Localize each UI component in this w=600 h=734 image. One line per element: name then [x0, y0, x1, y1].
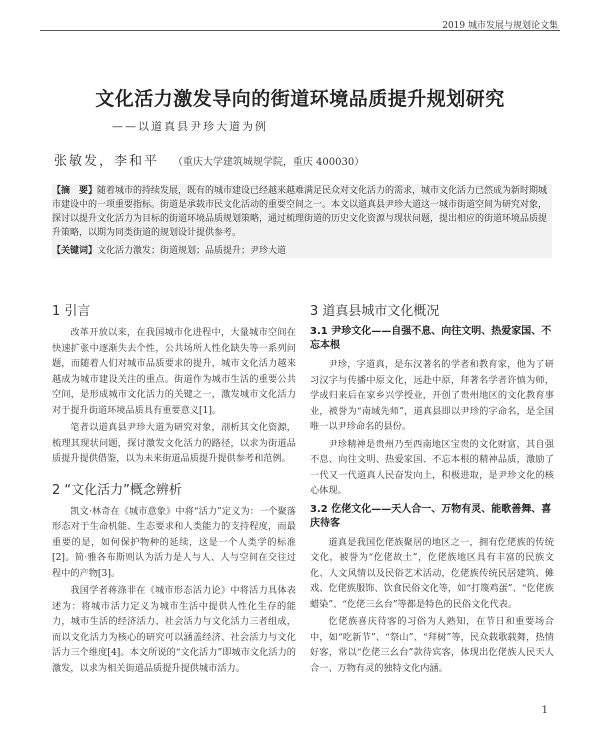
abstract-box	[52, 184, 552, 258]
page-number: 1	[541, 705, 548, 716]
paragraph: 我国学者蒋涤非在《城市形态活力论》中将活力具体表述为：将城市活力定义为城市生活中提供人性化生存的能力，城市生活的经济活力、社会活力与文化活力三者组成，而以文化活力为核心的研究可以涵盖经济、社会活力与文化活力三个维度[4]。本文所说的“文化活力”即城市文化活力的激发，以求为相关街道品质提升提供城市活力。	[52, 585, 296, 674]
paragraph: 尹珍精神是贵州乃至西南地区宝贵的文化财富，其自强不息、向往文明、热爱家国、不忘本根的精神品质，激励了一代又一代道真人民奋发向上，积极进取，是尹珍文化的核心体现。	[310, 438, 554, 496]
author-affiliation: （重庆大学建筑城规学院，重庆 400030）	[172, 157, 365, 168]
author-line	[54, 150, 364, 169]
left-column	[52, 300, 296, 678]
section-heading: 3 道真县城市文化概况	[310, 304, 440, 319]
paragraph: 仡佬族喜庆待客的习俗为人熟知，在节日和重要场合中，如“吃新节”、“祭山”、“拜树”等，民众载歌载舞，热情好客，常以“仡佬三幺台”款待宾客，体现出仡佬族人民天人合一、万物有灵的独特文化内涵。	[310, 616, 554, 674]
section-heading: 1 引言	[52, 304, 91, 319]
paper-title: 文化活力激发导向的街道环境品质提升规划研究	[95, 88, 505, 110]
subsection-heading: 3.2 仡佬文化——天人合一、万物有灵、能歌善舞、喜庆待客	[310, 503, 552, 529]
section-intro	[52, 300, 296, 467]
running-head: 2019 城市发展与规划论文集	[442, 21, 558, 31]
section-heading: 2 “文化活力”概念辨析	[52, 482, 182, 498]
paragraph: 尹珍，字道真，是东汉著名的学者和教育家，他为了研习汉字与传播中原文化，远赴中原，拜著名学者许慎为师，学成归来后在家乡兴学授业，开创了贵州地区的文化教育事业，被誉为“南域先师”，道真县即以尹珍的字命名，是全国唯一以尹珍命名的县份。	[310, 359, 554, 432]
paper-subtitle: ——以道真县尹珍大道为例	[112, 120, 268, 133]
right-column	[310, 300, 554, 678]
paragraph: 改革开放以来，在我国城市化进程中，大量城市空间在快速扩张中逐渐失去个性，公共场所人性化缺失等一系列问题，而随着人们对城市品质要求的提升，城市文化活力越来越成为城市建设关注的重点。街道作为城市生活的重要公共空间，是形成城市文化活力的关键之一，激发城市文化活力对于提升街道环境品质具有重要意义[1]。	[52, 327, 296, 416]
paragraph: 笔者以道真县尹珍大道为研究对象，剖析其文化资源，梳理其现状问题，探讨激发文化活力的路径，以求为街道品质提升提供借鉴，以为未来街道品质提升提供参考和范例。	[52, 422, 296, 464]
keywords	[52, 244, 552, 258]
section-concept	[52, 479, 296, 677]
keywords-label: 【关键词】	[52, 246, 98, 256]
paragraph: 凯文·林奇在《城市意象》中将“活力”定义为：一个聚落形态对于生命机能、生态要求和人类能力的支持程度，而最重要的是，如何保护物种的延续，这是一个人类学的标准[2]。简·雅各布斯则认为活力是人与人、人与空间在交往过程中的产物[3]。	[52, 505, 296, 579]
abstract-label: 【摘 要】	[52, 186, 98, 196]
author-names: 张敏发，李和平	[54, 154, 160, 169]
abstract-text: 随着城市的持续发展，既有的城市建设已经越来越难满足民众对文化活力的需求，城市文化活力已然成为新时期城市建设中的一项重要指标。街道是承载市民文化活动的重要空间之一。本文以道真县尹珍大道这一城市街道空间为研究对象，探讨以提升文化活力为目标的街道环境品质规划策略，通过梳理街道的历史文化资源与现状问题，提出相应的街道环境品质提升策略，以期为同类街道的规划设计提供参考。	[52, 186, 548, 238]
header-rule	[40, 30, 560, 31]
keywords-text: 文化活力激发；街道规划；品质提升；尹珍大道	[97, 246, 287, 256]
abstract	[52, 184, 552, 240]
subsection-heading: 3.1 尹珍文化——自强不息、向往文明、热爱家国、不忘本根	[310, 326, 552, 351]
paragraph: 道真是我国仡佬族聚居的地区之一，拥有仡佬族的传统文化，被誉为“仡佬故土”，仡佬族地区具有丰富的民族文化、人文风情以及民俗艺术活动，仡佬族传统民居建筑、傩戏、仡佬族服饰、饮食民俗文化等，如“打篾鸡蛋”、“仡佬族蜡染”、“仡佬三幺台”等都是特色的民俗文化代表。	[310, 536, 554, 610]
